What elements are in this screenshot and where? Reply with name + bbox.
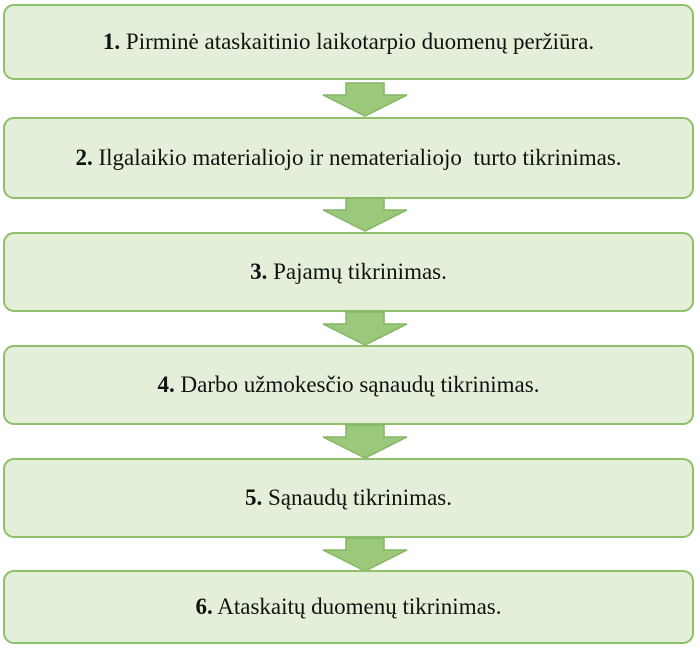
step-number: 5. [245,485,263,510]
step-text: Pajamų tikrinimas. [267,259,447,284]
step-text: Sąnaudų tikrinimas. [262,485,452,510]
step-number: 2. [75,145,93,170]
step-box-1 [3,4,694,80]
down-arrow-icon [320,537,410,573]
step-box-6 [3,570,694,644]
step-number: 4. [157,372,175,397]
down-arrow-icon [320,311,410,347]
step-box-5 [3,458,694,538]
down-arrow-icon [320,424,410,460]
step-box-2 [3,117,694,199]
step-number: 1. [102,29,121,54]
down-arrow-icon [320,197,410,233]
step-box-4 [3,345,694,425]
step-text: Pirminė ataskaitinio laikotarpio duomenų peržiūra. [120,29,595,54]
step-box-3 [3,232,694,312]
step-number: 6. [195,594,213,619]
step-text: Ataskaitų duomenų tikrinimas. [212,594,502,619]
step-text: Ilgalaikio materialiojo ir nematerialiojo turto tikrinimas. [92,145,622,170]
down-arrow-icon [320,82,410,118]
step-number: 3. [250,259,268,284]
step-text: Darbo užmokesčio sąnaudų tikrinimas. [174,372,540,397]
